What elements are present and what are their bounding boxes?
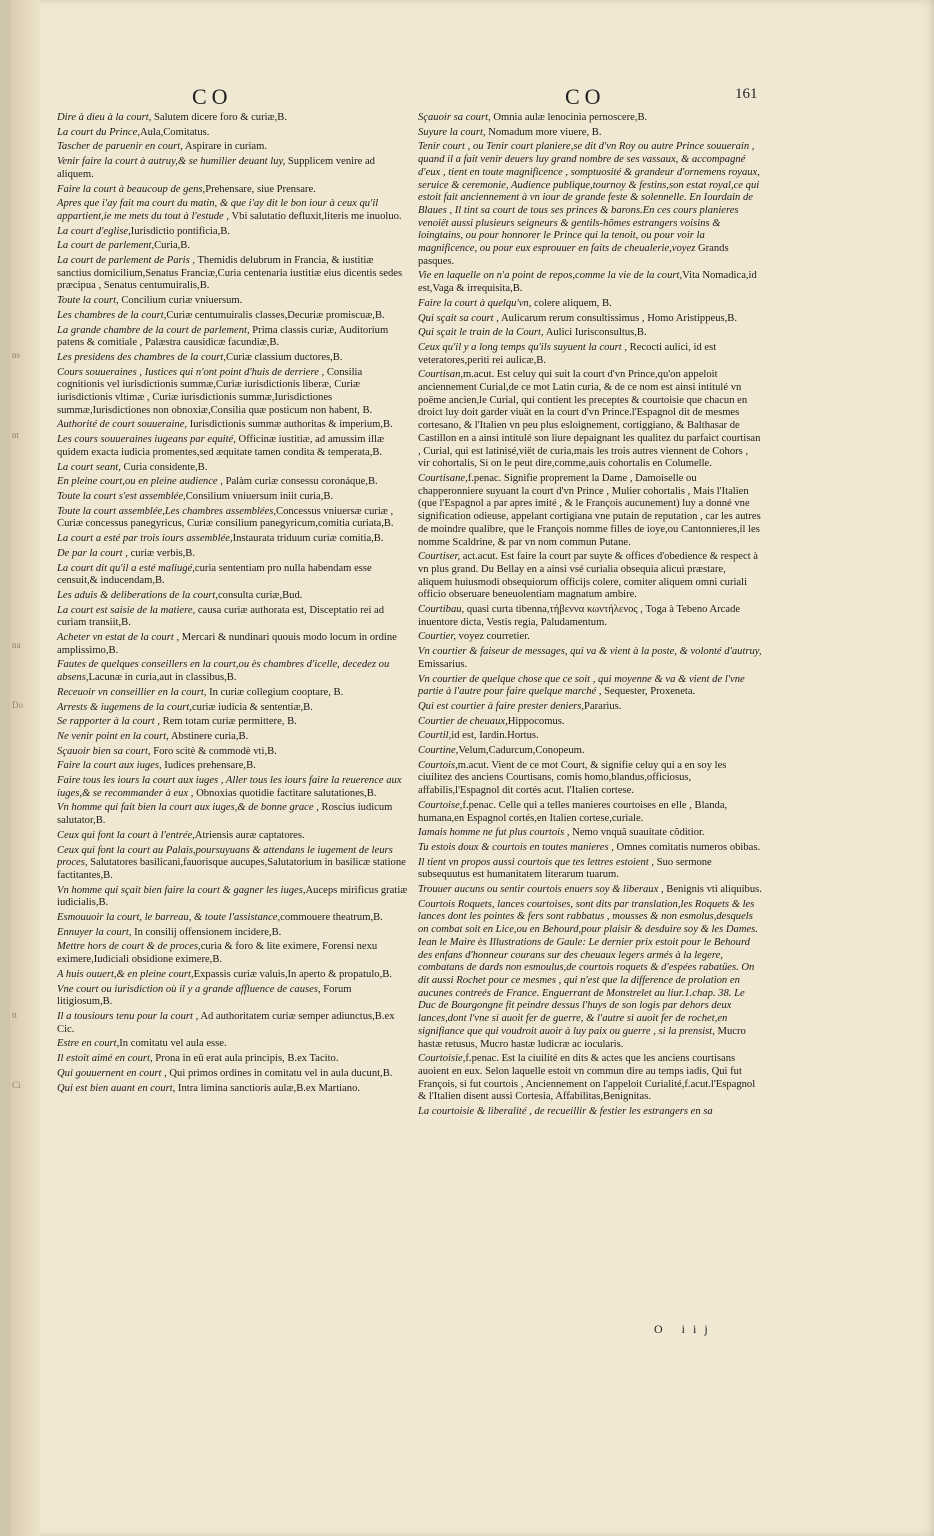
- entry-headword: Estre en court,: [57, 1038, 120, 1050]
- entry-headword: Il estoit aimé en court,: [57, 1053, 153, 1065]
- entry-translation: Omnia aulæ lenocinia pernoscere,B.: [490, 112, 648, 123]
- entry-headword: Vne court ou iurisdiction où il y a grande affluence de causes,: [57, 983, 321, 995]
- entry-headword: Courtier,: [418, 631, 456, 643]
- dictionary-entry: [57, 548, 409, 561]
- entry-translation: Instaurata triduum curiæ comitia,B.: [232, 533, 384, 545]
- entry-translation: Omnes comitatis numeros obibas.: [613, 841, 761, 853]
- margin-fragment: nt: [12, 430, 20, 440]
- entry-headword: Ennuyer la court,: [57, 926, 132, 938]
- entry-headword: La court de parlement,: [57, 240, 155, 252]
- entry-headword: Esmouuoir la court, le barreau, & toute l'assistance,: [57, 912, 281, 924]
- entry-headword: Vn courtier & faiseur de messages, qui va & vient à la poste, & volonté d'autruy,: [418, 646, 762, 658]
- entry-translation: m.acut. Vient de ce mot Court, & signifie celuy qui a en soy les ciuilitez des anciens Courtisans, comis homo,blandus,officiosus, affabilis,l'Espagnol dit cortés acut. l'Italien cortese.: [418, 759, 727, 797]
- entry-translation: Expassis curiæ valuis,In aperto & propatulo,B.: [193, 968, 392, 980]
- dictionary-entry: [418, 842, 762, 855]
- entry-headword: Les presidens des chambres de la court,: [57, 351, 226, 363]
- entry-headword: Vn courtier de quelque chose que ce soit , qui moyenne & va & vient de l'vne partie à l'autre pour faire quelque marché ,: [418, 673, 745, 698]
- dictionary-entry: [418, 1053, 762, 1104]
- dictionary-entry: [57, 367, 409, 418]
- entry-translation: Aulici Iurisconsultus,B.: [543, 327, 647, 339]
- entry-translation: Consilia cognitionis vel iurisdictionis summæ,Curiæ iurisdictionis liberæ, Curiæ iurisdictionis vltimæ , Curiæ iurisdictionis summæ,Iurisdictiones summæ,Iurisdictiones non obnoxiæ,Consilia quæ posticum non habent, B.: [57, 366, 373, 416]
- entry-headword: Se rapporter à la court ,: [57, 716, 160, 728]
- dictionary-entry: [57, 127, 409, 140]
- dictionary-entry: [418, 327, 762, 340]
- dictionary-entry: [57, 462, 409, 475]
- dictionary-entry: [418, 827, 762, 840]
- entry-translation: Nomadum more viuere, B.: [485, 126, 602, 138]
- entry-translation: Mucro hastæ retusus, Mucro hastæ ludicræ ac iocularis.: [418, 1025, 746, 1050]
- entry-headword: Iamais homme ne fut plus courtois ,: [418, 827, 570, 839]
- entry-translation: Nemo vnquã suauitate cõditior.: [569, 827, 705, 839]
- dictionary-entry: [57, 491, 409, 504]
- entry-translation: Curiæ centumuiralis classes,Decuriæ promiscuæ,B.: [166, 309, 385, 321]
- dictionary-entry: [418, 884, 762, 897]
- dictionary-entry: [57, 912, 409, 925]
- entry-headword: Courtibau,: [418, 604, 465, 616]
- margin-fragment: ns: [12, 350, 21, 360]
- entry-translation: f.penac. Est la ciuilité en dits & actes que les anciens courtisans auoient en eux. Selon laquelle estoit vn commun dire au temps iadis, Qui fut François, si fut courtois , Anciennement on l'appeloit Curialité,f.acut.l'Espagnol & l'Italien disent aussi Cortesia, Affabilitas,Benignitas.: [418, 1053, 756, 1103]
- entry-translation: Lacunæ in curia,aut in classibus,B.: [88, 672, 237, 684]
- entry-translation: Prima classis curiæ, Auditorium patens & comitiale , Palæstra causidicæ facundiæ,B.: [57, 324, 389, 349]
- dictionary-entry: [57, 226, 409, 239]
- entry-translation: Iurisdictio pontificia,B.: [130, 225, 230, 237]
- entry-headword: Courtine,: [418, 745, 459, 757]
- dictionary-entry: [57, 141, 409, 154]
- entry-headword: Courtil,: [418, 730, 452, 742]
- entry-translation: Prehensare, siue Prensare.: [205, 183, 316, 195]
- entry-headword: La court seant,: [57, 461, 121, 473]
- entry-headword: Cours souueraines , Iustices qui n'ont point d'huis de derriere ,: [57, 366, 325, 378]
- entry-translation: Curia,B.: [154, 240, 191, 252]
- entry-translation: Vbi salutatio defluxit,literis me inuoluo.: [229, 210, 402, 222]
- entry-translation: consulta curiæ,Bud.: [217, 589, 303, 601]
- entry-translation: In curiæ collegium cooptare, B.: [206, 686, 344, 698]
- dictionary-entry: [57, 563, 409, 588]
- entry-translation: Obnoxias quotidie factitare salutationes,B.: [193, 787, 377, 799]
- entry-headword: A huis ouuert,& en pleine court,: [57, 968, 194, 980]
- entry-headword: Faire la court à beaucoup de gens,: [57, 183, 206, 195]
- entry-translation: Abstinere curia,B.: [168, 730, 249, 742]
- dictionary-entry: [418, 800, 762, 825]
- dictionary-entry: [57, 476, 409, 489]
- margin-fragment: tt: [12, 1010, 18, 1020]
- entry-headword: Qui gouuernent en court ,: [57, 1067, 167, 1079]
- entry-headword: De par la court ,: [57, 547, 128, 559]
- dictionary-entry: [418, 342, 762, 367]
- dictionary-entry: [57, 310, 409, 323]
- entry-translation: Themidis delubrum in Francia, & iustitiæ sanctius domicilium,Senatus Franciæ,Curia centenaria iustitiæ eius dicentis sedes præcipua , Senatus centumuiralis,B.: [57, 255, 403, 292]
- dictionary-entry: [57, 325, 409, 350]
- dictionary-entry: [418, 473, 762, 549]
- dictionary-entry: [418, 604, 762, 629]
- entry-translation: id est, Iardin.Hortus.: [451, 730, 539, 742]
- dictionary-entry: [418, 298, 762, 311]
- entry-headword: Ceux qu'il y a long temps qu'ils suyuent la court ,: [418, 341, 628, 353]
- entry-translation: curiæ iudicia & sententiæ,B.: [191, 701, 313, 713]
- entry-headword: Qui est bien auant en court,: [57, 1082, 176, 1094]
- dictionary-entry: [57, 746, 409, 759]
- dictionary-entry: [418, 313, 762, 326]
- entry-headword: La court a esté par trois iours assemblée,: [57, 533, 233, 545]
- margin-fragment: Do: [12, 700, 23, 710]
- entry-headword: Vn homme qui fait bien la court aux iuges,& de bonne grace ,: [57, 802, 319, 814]
- dictionary-entry: [57, 927, 409, 940]
- entry-headword: Mettre hors de court & de proces,: [57, 941, 201, 953]
- entry-headword: Tenir court , ou Tenir court planiere,se dit d'vn Roy ou autre Prince souuerain , quand il a fait venir deuers luy grand nombre de ses vassaux, & accompagné d'eux , tient en toute magnificence , somptuosité & grandeur d'ornemens royaux, seruice & ceremonie, Audience publique,tournoy & festins,son estat royal,ce qui estoit fait anciennement à vn iour de grande feste & solennelle. En Iourdain de Blaues , Il tint sa court de tous ses princes & barons.En ces cours planieres venoiët aussi plusieurs seigneurs & gentils-hõmes estrangers voisins & loingtains, ou pour honnorer le Prince qui la tenoit, ou pour voir la magnificence, ou pour eux esprouuer en faits de cheualerie,voyez: [418, 141, 760, 255]
- margin-fragment: na: [12, 640, 21, 650]
- entry-headword: Toute la court s'est assemblée,: [57, 490, 186, 502]
- entry-translation: Suo sermone subsequutus est humanitatem literarum tuarum.: [418, 856, 712, 881]
- entry-headword: Receuoir vn conseillier en la court,: [57, 686, 207, 698]
- dictionary-entry: [57, 590, 409, 603]
- entry-headword: Acheter vn estat de la court ,: [57, 632, 180, 644]
- entry-headword: La court d'eglise,: [57, 225, 131, 237]
- entry-headword: Arrests & iugemens de la court,: [57, 701, 192, 713]
- entry-translation: Sequester, Proxeneta.: [601, 686, 696, 698]
- entry-translation: Salutem dicere foro & curiæ,B.: [151, 112, 287, 123]
- entry-headword: Courtier de cheuaux,: [418, 715, 508, 727]
- dictionary-entry: [418, 369, 762, 471]
- entry-translation: Emissarius.: [418, 658, 468, 670]
- entry-translation: curia sententiam pro nulla habendam esse censuit,& inducendam,B.: [57, 562, 372, 587]
- entry-translation: act.acut. Est faire la court par suyte & offices d'obedience & respect à vn plus grand. Du Bellay en a ainsi vsé curialia obsequia alicui præstare, aliquem huiusmodi obsequiorum officijs colere, comiter aliquem omni curiali officio obseruare beneuolentiam magnatum ambire.: [418, 551, 759, 601]
- entry-headword: La grande chambre de la court de parlement,: [57, 324, 250, 336]
- entry-headword: Sçauoir bien sa court,: [57, 745, 151, 757]
- dictionary-entry: [418, 857, 762, 882]
- dictionary-entry: [57, 295, 409, 308]
- entry-translation: Salutatores basilicani,fauorisque aucupes,Salutatorium in basilicæ statione factitantes,B.: [57, 857, 406, 881]
- dictionary-entry: [57, 941, 409, 966]
- entry-translation: m.acut. Est celuy qui suit la court d'vn Prince,qu'on appeloit anciennement Curial,de ce mot Latin curia, & de ce nom est ainsi intitulé vn poëme ancien,le Curial, qui contient les preceptes & courtoisie que chacun en droict luy doit garder viuät en la court d'vn Prince.l'Espagnol dit de mesmes cortesano, & l'Italien vn peu plus esloignement, cortiggiano, & Balthasar de Castillon en a ainsi intitulé son liure depaignant les qualitez du parfaict courtisan , Curial, qui est latinisé,viët de curia,mais les trois autres viennent de Cohors , vir cohortalis, Si on le peut dire,comme,auis cohortalis en Columelle.: [418, 369, 761, 470]
- entry-translation: Hippocomus.: [507, 715, 565, 727]
- entry-translation: Auceps mirificus gratiæ iudicialis,B.: [57, 884, 408, 909]
- dictionary-entry: [418, 899, 762, 1051]
- dictionary-entry: [57, 984, 409, 1009]
- entry-headword: Courtoisie,: [418, 1053, 466, 1065]
- entry-translation: Intra limina sanctioris aulæ,B.ex Martiano.: [175, 1082, 361, 1094]
- entry-translation: Supplicem venire ad aliquem.: [57, 156, 375, 180]
- dictionary-entry: [57, 632, 409, 657]
- dictionary-entry: [57, 419, 409, 432]
- dictionary-entry: [418, 270, 762, 295]
- entry-headword: Qui sçait sa court ,: [418, 312, 499, 324]
- dictionary-entry: [57, 802, 409, 827]
- entry-translation: Curia considente,B.: [120, 461, 208, 473]
- entry-headword: La court de parlement de Paris ,: [57, 255, 195, 267]
- entry-headword: Faire tous les iours la court aux iuges , Aller tous les iours faire la reuerence aux iuges,& se recommander à eux ,: [57, 775, 402, 799]
- dictionary-entry: [418, 112, 762, 125]
- entry-translation: Aula,Comitatus.: [139, 126, 210, 138]
- dictionary-entry: [57, 775, 409, 800]
- entry-translation: Recocti aulici, id est veteratores,periti rei aulicæ,B.: [418, 341, 717, 366]
- entry-headword: Qui est courtier à faire prester deniers,: [418, 700, 585, 712]
- entry-translation: commouere theatrum,B.: [280, 912, 383, 924]
- dictionary-entry: [57, 255, 409, 293]
- dictionary-entry: [418, 730, 762, 743]
- entry-translation: Roscius iudicum salutator,B.: [57, 802, 393, 827]
- dictionary-entry: [418, 127, 762, 140]
- entry-headword: Apres que i'ay fait ma court du matin, & que i'ay dit le bon iour à ceux qu'il appartient,ie me mets du tout à l'estude ,: [57, 198, 379, 222]
- dictionary-entry: [57, 830, 409, 843]
- binding-gutter: [10, 0, 40, 1536]
- entry-headword: Toute la court,: [57, 295, 119, 307]
- dictionary-entry: [57, 687, 409, 700]
- entry-translation: Consilium vniuersum iniit curia,B.: [185, 490, 334, 502]
- entry-headword: Venir faire la court à autruy,& se humilier deuant luy,: [57, 156, 286, 168]
- entry-translation: colere aliquem, B.: [531, 297, 612, 309]
- dictionary-entry: [57, 434, 409, 459]
- dictionary-entry: [57, 605, 409, 630]
- dictionary-entry: [418, 674, 762, 699]
- entry-translation: Aulicarum rerum consultissimus , Homo Aristippeus,B.: [498, 312, 737, 324]
- dictionary-entry: [57, 352, 409, 365]
- dictionary-entry: [418, 631, 762, 644]
- entry-headword: Ceux qui font la court au Palais,poursuyuans & attendans le iugement de leurs proces,: [57, 844, 393, 869]
- entry-headword: Il tient vn propos aussi courtois que tes lettres estoient ,: [418, 856, 655, 868]
- entry-headword: La court est saisie de la matiere,: [57, 604, 196, 616]
- entry-headword: Vie en laquelle on n'a point de repos,comme la vie de la court,: [418, 270, 683, 282]
- entry-translation: curiæ verbis,B.: [127, 547, 196, 559]
- entry-headword: Courtois Roquets, lances courtoises, sont dits par translation,les Roquets & les lances dont les pointes & fers sont rabbatus , mousses & non esmolus,desquels on combat soit en Lice,ou en Behourd,pour plaisir & desduire soy & les Dames. Iean le Maire ès Illustrations de Gaule: Le dernier prix estoit pour le Behourd des enfans d'honneur courans sur des cheuaux legers armés à la legere, combatans de dards non esmoulus,de courtois roquets & d'espées rabatües. On dit aussi Rochet pour ce mesmes , qui n'est que la difference de prolation en aucunes contreés de France. Enguerrant de Monstrelet au liur.1.chap. 38. Le Duc de Bourgongne fit peindre dessus l'huys de son logis par dehors deux lances,dont l'vne si auoit fer de guerre, & l'autre si auoit fer de rochet,en signifiance que qui voudroit auoir à luy paix ou guerre , si la prensist,: [418, 898, 758, 1037]
- entry-translation: causa curiæ authorata est, Disceptatio rei ad curiam transiit,B.: [57, 604, 385, 629]
- dictionary-entry: [418, 551, 762, 602]
- entry-headword: Ne venir point en la court,: [57, 730, 169, 742]
- entry-translation: In consilij offensionem incidere,B.: [131, 926, 282, 938]
- margin-fragment: Ci: [12, 1080, 21, 1090]
- entry-translation: Officinæ iustitiæ, ad amussim illæ quidem exacta iudicia promentes,sed æquitate tamen condita & temperata,B.: [57, 434, 385, 458]
- dictionary-entry: [418, 760, 762, 798]
- entry-headword: La court dit qu'il a esté maliugé,: [57, 562, 195, 574]
- left-column: [57, 112, 409, 1097]
- entry-headword: Les aduis & deliberations de la court,: [57, 589, 218, 601]
- entry-translation: voyez courretier.: [455, 631, 530, 643]
- dictionary-entry: [418, 141, 762, 268]
- dictionary-entry: [57, 112, 409, 125]
- dictionary-entry: [57, 760, 409, 773]
- entry-headword: Courtisan,: [418, 369, 464, 381]
- entry-headword: Les cours souueraines iugeans par equité,: [57, 434, 236, 446]
- entry-headword: Trouuer aucuns ou sentir courtois enuers soy & liberaux ,: [418, 884, 664, 896]
- dictionary-entry: [57, 969, 409, 982]
- entry-translation: Velum,Cadurcum,Conopeum.: [458, 745, 585, 757]
- dictionary-entry: [57, 1011, 409, 1036]
- entry-translation: Qui primos ordines in comitatu vel in aula ducunt,B.: [166, 1067, 393, 1079]
- dictionary-entry: [57, 731, 409, 744]
- dictionary-entry: [418, 745, 762, 758]
- entry-headword: Courtoise,: [418, 799, 463, 811]
- entry-translation: Pararius.: [584, 700, 622, 712]
- entry-translation: Benignis vti aliquibus.: [663, 884, 762, 896]
- dictionary-entry: [57, 533, 409, 546]
- entry-translation: Ad authoritatem curiæ semper adiunctus,B.ex Cic.: [57, 1011, 395, 1035]
- dictionary-entry: [57, 1068, 409, 1081]
- entry-translation: Forum litigiosum,B.: [57, 983, 352, 1008]
- entry-translation: Concilium curiæ vniuersum.: [118, 295, 243, 307]
- entry-headword: Dire à dieu à la court,: [57, 112, 152, 123]
- entry-translation: Palàm curiæ consessu coronáque,B.: [222, 476, 378, 488]
- dictionary-entry: [57, 1083, 409, 1096]
- entry-headword: Authorité de court souueraine,: [57, 419, 188, 431]
- dictionary-entry: [57, 1038, 409, 1051]
- entry-translation: Grands pasques.: [418, 243, 729, 267]
- entry-translation: Mercari & nundinari quouis modo locum in ordine amplissimo,B.: [57, 632, 397, 656]
- page-number: 161: [735, 86, 758, 102]
- entry-headword: Tascher de paruenir en court,: [57, 141, 183, 153]
- entry-headword: Courtois,: [418, 759, 458, 771]
- entry-headword: Il a tousiours tenu pour la court ,: [57, 1011, 199, 1022]
- entry-headword: Tu estois doux & courtois en toutes manieres ,: [418, 841, 614, 853]
- entry-headword: Faire la court à quelqu'vn,: [418, 297, 532, 309]
- dictionary-entry: [57, 845, 409, 883]
- entry-headword: Courtisane,: [418, 472, 468, 484]
- dictionary-entry: [418, 716, 762, 729]
- entry-translation: Aspirare in curiam.: [182, 141, 267, 153]
- dictionary-entry: [57, 885, 409, 910]
- dictionary-entry: [57, 198, 409, 223]
- dictionary-entry: [57, 716, 409, 729]
- dictionary-entry: [57, 506, 409, 531]
- entry-headword: Suyure la court,: [418, 126, 486, 138]
- entry-translation: curia & foro & lite eximere, Forensi nexu eximere,Iudiciali obsidione eximere,B.: [57, 941, 378, 966]
- entry-translation: In comitatu vel aula esse.: [119, 1038, 227, 1050]
- dictionary-entry: [57, 184, 409, 197]
- entry-headword: Sçauoir sa court,: [418, 112, 491, 123]
- entry-translation: Vita Nomadica,id est,Vaga & irrequisita,B.: [418, 270, 757, 295]
- dictionary-entry: [57, 156, 409, 181]
- entry-translation: Atriensis auræ captatores.: [194, 829, 305, 841]
- dictionary-entry: [57, 702, 409, 715]
- dictionary-entry: [57, 1053, 409, 1066]
- entry-headword: Vn homme qui sçait bien faire la court & gagner les iuges,: [57, 884, 306, 896]
- entry-headword: Faire la court aux iuges,: [57, 760, 162, 772]
- entry-translation: Prona in eũ erat aula principis, B.ex Tacito.: [152, 1053, 339, 1065]
- right-column: [418, 112, 762, 1121]
- entry-headword: Les chambres de la court,: [57, 309, 167, 321]
- entry-translation: Foro scitè & commodè vti,B.: [150, 745, 277, 757]
- entry-headword: Toute la court assemblée,Les chambres assemblées,: [57, 505, 277, 517]
- entry-translation: Concessus vniuersæ curiæ , Curiæ concessus panegyricus, Curiæ consilium panegyricum,comitia curiata,B.: [57, 505, 394, 530]
- entry-translation: Rem totam curiæ permittere, B.: [160, 716, 297, 728]
- entry-translation: quasi curta tibenna,τήβεννα κωντήλενος , Toga à Tebeno Arcade inuentore dicta, Vestis regia, Paludamentum.: [418, 604, 741, 628]
- entry-translation: Iurisdictionis summæ authoritas & imperium,B.: [187, 419, 393, 431]
- entry-translation: Iudices prehensare,B.: [161, 760, 256, 772]
- dictionary-entry: [418, 701, 762, 714]
- entry-translation: f.penac. Signifie proprement la Dame , Damoiselle ou chapperonniere suyuant la court d'vn Prince , Mulier cohortalis , Mais l'Italien (que l'Espagnol a par apres imité , & le François aucunement) luy a donné vne signification odieuse, appelant cortigiana vne putain de reputation , car les autres de moindre qualibre, que le François nomme filles de ioye,ou Cantonnieres,il les nomme Scaldrine, & par vn nom commun Putane.: [418, 472, 761, 548]
- entry-headword: En pleine court,ou en pleine audience ,: [57, 476, 223, 488]
- entry-headword: La courtoisie & liberalité , de recueillir & festier les estrangers en sa: [418, 1106, 713, 1118]
- entry-headword: Courtiser,: [418, 551, 461, 563]
- entry-headword: Fautes de quelques conseillers en la court,ou ès chambres d'icelle, decedez ou absens,: [57, 659, 390, 684]
- entry-translation: f.penac. Celle qui a telles manieres courtoises en elle , Blanda, humana,en Espagnol cortés,en Italien cortese,curiale.: [418, 799, 728, 824]
- entry-translation: Curiæ classium ductores,B.: [226, 351, 343, 363]
- signature-mark: O iij: [654, 1322, 716, 1336]
- dictionary-entry: [57, 240, 409, 253]
- running-head-left: CO: [192, 84, 233, 109]
- dictionary-entry: [418, 646, 762, 671]
- entry-headword: La court du Prince,: [57, 126, 140, 138]
- running-head-right: CO: [565, 84, 606, 109]
- entry-headword: Ceux qui font la court à l'entrée,: [57, 829, 195, 841]
- dictionary-entry: [418, 1106, 762, 1119]
- entry-headword: Qui sçait le train de la Court,: [418, 327, 544, 339]
- dictionary-entry: [57, 659, 409, 684]
